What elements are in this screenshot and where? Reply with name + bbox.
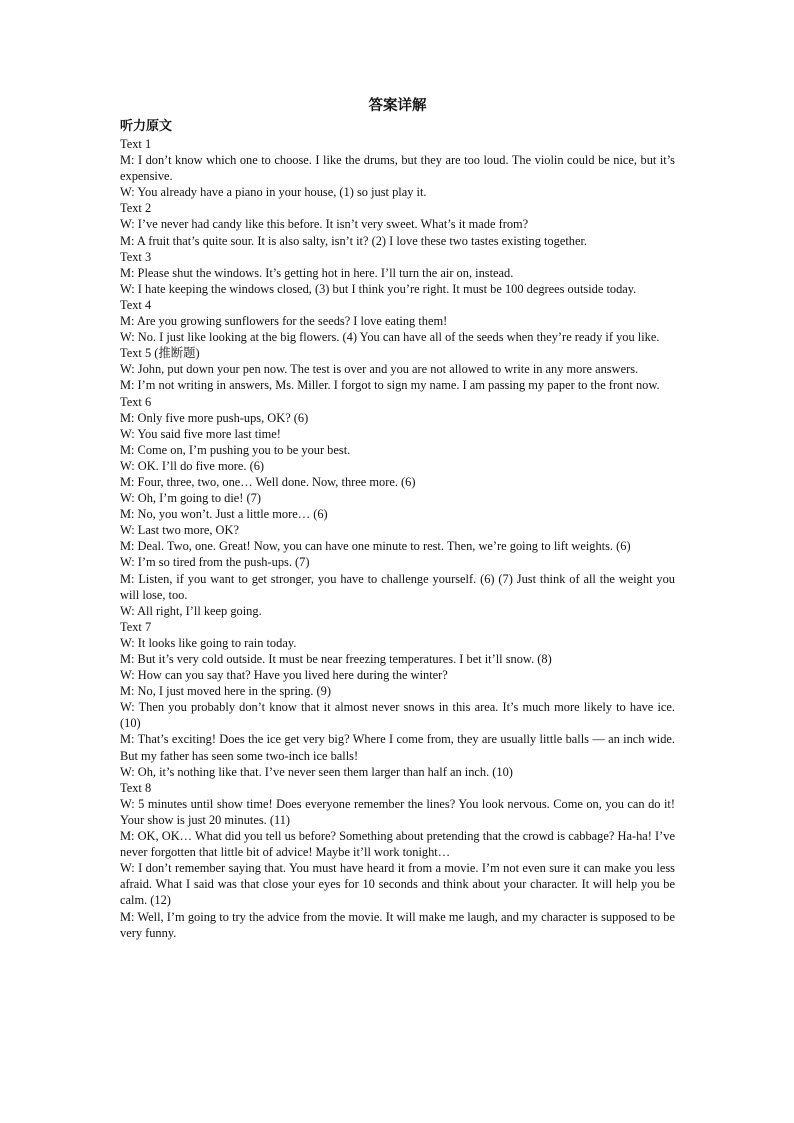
- dialogue-line: W: How can you say that? Have you lived here during the winter?: [120, 668, 448, 683]
- dialogue-line: M: No, I just moved here in the spring. (9): [120, 684, 331, 699]
- dialogue-line: W: It looks like going to rain today.: [120, 635, 297, 650]
- dialogue-line: M: Only five more push-ups, OK? (6): [120, 410, 309, 425]
- dialogue-line: W: All right, I’ll keep going.: [120, 603, 262, 618]
- document-title: 答案详解: [368, 98, 427, 114]
- text-label: Text 1: [120, 137, 152, 151]
- dialogue-line: M: I’m not writing in answers, Ms. Miller. I forgot to sign my name. I am passing my paper to the front now.: [120, 378, 660, 393]
- dialogue-line: W: I don’t remember saying that. You must have heard it from a movie. I’m not even sure it can make you less afraid. What I said was that close your eyes for 10 seconds and think about your character. It will help you be calm. (12): [120, 861, 675, 908]
- dialogue-line: W: No. I just like looking at the big flowers. (4) You can have all of the seeds when they’re ready if you like.: [120, 330, 660, 345]
- dialogue-line: M: Come on, I’m pushing you to be your best.: [120, 442, 351, 457]
- text-label: Text 5 (推断题): [120, 346, 200, 361]
- dialogue-line: M: That’s exciting! Does the ice get very big? Where I come from, they are usually little balls — an inch wide. But my father has seen some two-inch ice balls!: [120, 732, 675, 763]
- dialogue-line: W: John, put down your pen now. The test is over and you are not allowed to write in any more answers.: [120, 362, 639, 377]
- dialogue-line: W: I hate keeping the windows closed, (3) but I think you’re right. It must be 100 degrees outside today.: [120, 281, 637, 296]
- document-page: [120, 96, 675, 941]
- dialogue-line: M: Are you growing sunflowers for the seeds? I love eating them!: [120, 314, 448, 329]
- dialogue-line: W: I’ve never had candy like this before. It isn’t very sweet. What’s it made from?: [120, 217, 529, 232]
- transcript: [120, 136, 675, 941]
- dialogue-line: M: Deal. Two, one. Great! Now, you can have one minute to rest. Then, we’re going to lift weights. (6): [120, 539, 631, 554]
- text-label: Text 6: [120, 394, 152, 409]
- dialogue-line: W: Oh, it’s nothing like that. I’ve never seen them larger than half an inch. (10): [120, 764, 513, 779]
- text-label: Text 7: [120, 619, 152, 634]
- dialogue-line: M: No, you won’t. Just a little more… (6): [120, 507, 328, 522]
- dialogue-line: W: You said five more last time!: [120, 426, 281, 441]
- dialogue-line: M: Four, three, two, one… Well done. Now, three more. (6): [120, 474, 416, 489]
- text-label: Text 8: [120, 780, 152, 795]
- dialogue-line: W: 5 minutes until show time! Does everyone remember the lines? You look nervous. Come on, you can do it! Your show is just 20 minutes. (11): [120, 796, 675, 827]
- dialogue-line: W: OK. I’ll do five more. (6): [120, 458, 265, 473]
- dialogue-line: M: OK, OK… What did you tell us before? Something about pretending that the crowd is cabbage? Ha-ha! I’ve never forgotten that little bit of advice! Maybe it’ll work tonight…: [120, 829, 675, 860]
- text-label: Text 2: [120, 201, 152, 216]
- dialogue-line: W: Oh, I’m going to die! (7): [120, 491, 261, 506]
- text-label: Text 3: [120, 249, 152, 264]
- dialogue-line: M: Listen, if you want to get stronger, you have to challenge yourself. (6) (7) Just think of all the weight you will lose, too.: [120, 571, 675, 602]
- dialogue-line: M: I don’t know which one to choose. I like the drums, but they are too loud. The violin could be nice, but it’s expensive.: [120, 153, 675, 184]
- text-label: Text 4: [120, 297, 152, 312]
- section-title: 听力原文: [120, 119, 173, 134]
- dialogue-line: M: Please shut the windows. It’s getting hot in here. I’ll turn the air on, instead.: [120, 265, 514, 280]
- dialogue-line: M: But it’s very cold outside. It must be near freezing temperatures. I bet it’ll snow. (8): [120, 652, 552, 666]
- dialogue-line: W: Last two more, OK?: [120, 523, 239, 538]
- dialogue-line: M: Well, I’m going to try the advice from the movie. It will make me laugh, and my character is supposed to be very funny.: [120, 909, 675, 940]
- dialogue-line: W: I’m so tired from the push-ups. (7): [120, 555, 310, 570]
- dialogue-line: M: A fruit that’s quite sour. It is also salty, isn’t it? (2) I love these two tastes existing together.: [120, 233, 587, 248]
- dialogue-line: W: Then you probably don’t know that it almost never snows in this area. It’s much more likely to have ice. (10): [120, 700, 675, 731]
- dialogue-line: W: You already have a piano in your house, (1) so just play it.: [120, 185, 427, 200]
